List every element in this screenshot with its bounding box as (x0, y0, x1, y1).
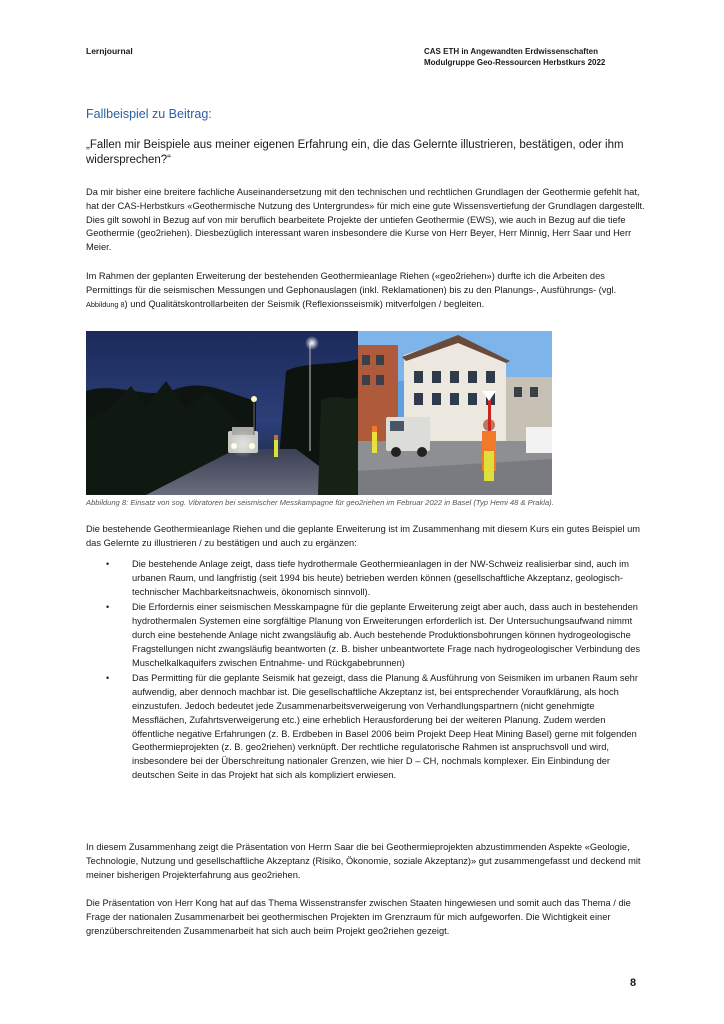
paragraph-intro: Da mir bisher eine breitere fachliche Auseinandersetzung mit den technischen und rechtlichen Grundlagen der Geothermie gefehlt hat, hat der CAS-Herbstkurs «Geothermische Nutzung des Untergrundes» für mich eine gute Wissensvertiefung der Grundlagen dargestellt. Dies gilt sowohl in Bezug auf von mir beruflich bearbeitete Projekte der untiefen Geothermie (EWS), wie auch in Bezug auf die tiefe Geothermie (geo2riehen). Diesbezüglich interessant waren insbesondere die Kurse von Herr Beyer, Herr Minnig, Herr Saar und Herr Meier. (86, 187, 645, 253)
bullet-list (86, 558, 646, 785)
bullet-icon: • (106, 602, 110, 613)
section-title: Fallbeispiel zu Beitrag: (86, 107, 212, 121)
guiding-question: „Fallen mir Beispiele aus meiner eigenen Erfahrung ein, die das Gelernte illustrieren, bestätigen, oder ihm widersprechen?“ (86, 139, 624, 166)
figure-reference-link[interactable]: Abbildung 8 (86, 299, 125, 309)
list-item-text: Die Erfordernis einer seismischen Messkampagne für die geplante Erweiterung zeigt aber auch, dass auch in bestehenden hydrothermalen Systemen eine sorgfältige Planung von Erweiterungen erforderlich ist. Der Untersuchungsaufwand nimmt durch eine bestehende Anlage nicht zwangsläufig ab. Auch bestehende Produktionsbohrungen können hydrogeologische Fragstellungen nicht zwangsläufig beantworten (z. B. bisher unbeantwortete Frage nach hydrogeologischer Verbindung des Muschelkalkaquifers zwischen Entnahme- und Rückgabebrunnen) (132, 602, 641, 668)
list-item (86, 558, 646, 599)
course-info (424, 46, 605, 68)
list-item (86, 672, 646, 782)
journal-label: Lernjournal (86, 46, 133, 56)
bullet-icon: • (106, 559, 110, 569)
list-item-text: Die bestehende Anlage zeigt, dass tiefe hydrothermale Geothermieanlagen in der NW-Schweiz realisierbar sind, auch im urbanen Raum, und langfristig (seit 1994 bis heute) betrieben werden können (gesellschaftliche Akzeptanz, geologisch-technischer Machbarkeitsnachweis, ökonomisch sinnvoll). (132, 559, 629, 597)
paragraph-saar-presentation: In diesem Zusammenhang zeigt die Präsentation von Herrn Saar die bei Geothermieprojekten abzustimmenden Aspekte «Geologie, Technologie, Nutzung und gesellschaftliche Akzeptanz (Risiko, Ökonomie, soziale Akzeptanz)» gut zusammengefasst und deckend mit meiner bisherigen Projekterfahrung aus geo2riehen. (86, 842, 641, 880)
paragraph-permitting (86, 270, 646, 311)
page-number: 8 (630, 977, 637, 989)
paragraph-kong-presentation: Die Präsentation von Herr Kong hat auf das Thema Wissenstransfer zwischen Staaten hingewiesen und somit auch das Thema / die Frage der nationalen Zusammenarbeit bei geothermischen Projekten im Grenzraum für mich aufgeworfen. Die Wichtigkeit einer grenzüberschreitenden Zusammenarbeit hat sich auch beim Projekt geo2riehen gezeigt. (86, 898, 631, 936)
paragraph-permitting-start: Im Rahmen der geplanten Erweiterung der bestehenden Geothermieanlage Riehen («geo2riehen») durfte ich die Arbeiten des Permittings für die seismischen Messungen und Gephonauslagen (inkl. Reklamationen) bis zu den Planungs-, Ausführungs- (vgl. (86, 271, 617, 295)
bullet-icon: • (106, 673, 110, 684)
list-item (86, 601, 646, 670)
figure-caption: Abbildung 8: Einsatz von sog. Vibratoren bei seismischer Messkampagne für geo2riehen im Februar 2022 in Basel (Typ Hemi 48 & Prakla). (86, 498, 554, 507)
figure-8-photos (86, 331, 552, 495)
course-title: CAS ETH in Angewandten Erdwissenschaften (424, 47, 598, 56)
course-module: Modulgruppe Geo-Ressourcen Herbstkurs 2022 (424, 58, 606, 67)
night-road-vibroseis-photo (86, 331, 358, 495)
list-item-text: Das Permitting für die geplante Seismik hat gezeigt, dass die Planung & Ausführung von Seismiken im urbanen Raum sehr aufwendig, aber dennoch machbar ist. Die gesellschaftliche Akzeptanz ist, bei entsprechender Voraufklärung, als hoch einzustufen. Jedoch bedeutet jede Zusammenarbeitsverweigerung von Verhandlungspartnern (nicht genehmigte Messflächen, Zufahrtsverweigerung etc.) eine erheblich Herausforderung bei der weiteren Planung. Zudem werden öffentliche negative Erfahrungen (z. B. Erdbeben in Basel 2006 beim Projekt Deep Heat Mining Basel) gerne mit folgenden Geothermieprojekten (z. B. geo2riehen) verknüpft. Der rechtliche regulatorische Rahmen ist anspruchsvoll und wird, insbesondere bei der Überschreitung nationaler Grenzen, wie hier D – CH, nochmals komplexer. Ein Einbindung der deutschen Seite in das Projekt hat sich als kompliziert erwiesen. (132, 673, 638, 780)
paragraph-relevance: Die bestehende Geothermieanlage Riehen und die geplante Erweiterung ist im Zusammenhang mit diesem Kurs ein gutes Beispiel um das Gelernte zu illustrieren / zu bestätigen und auch zu ergänzen: (86, 524, 640, 548)
paragraph-permitting-end: ) und Qualitätskontrollarbeiten der Seismik (Reflexionsseismik) mitverfolgen / begleiten. (124, 298, 485, 309)
town-square-vibroseis-photo (358, 331, 552, 495)
